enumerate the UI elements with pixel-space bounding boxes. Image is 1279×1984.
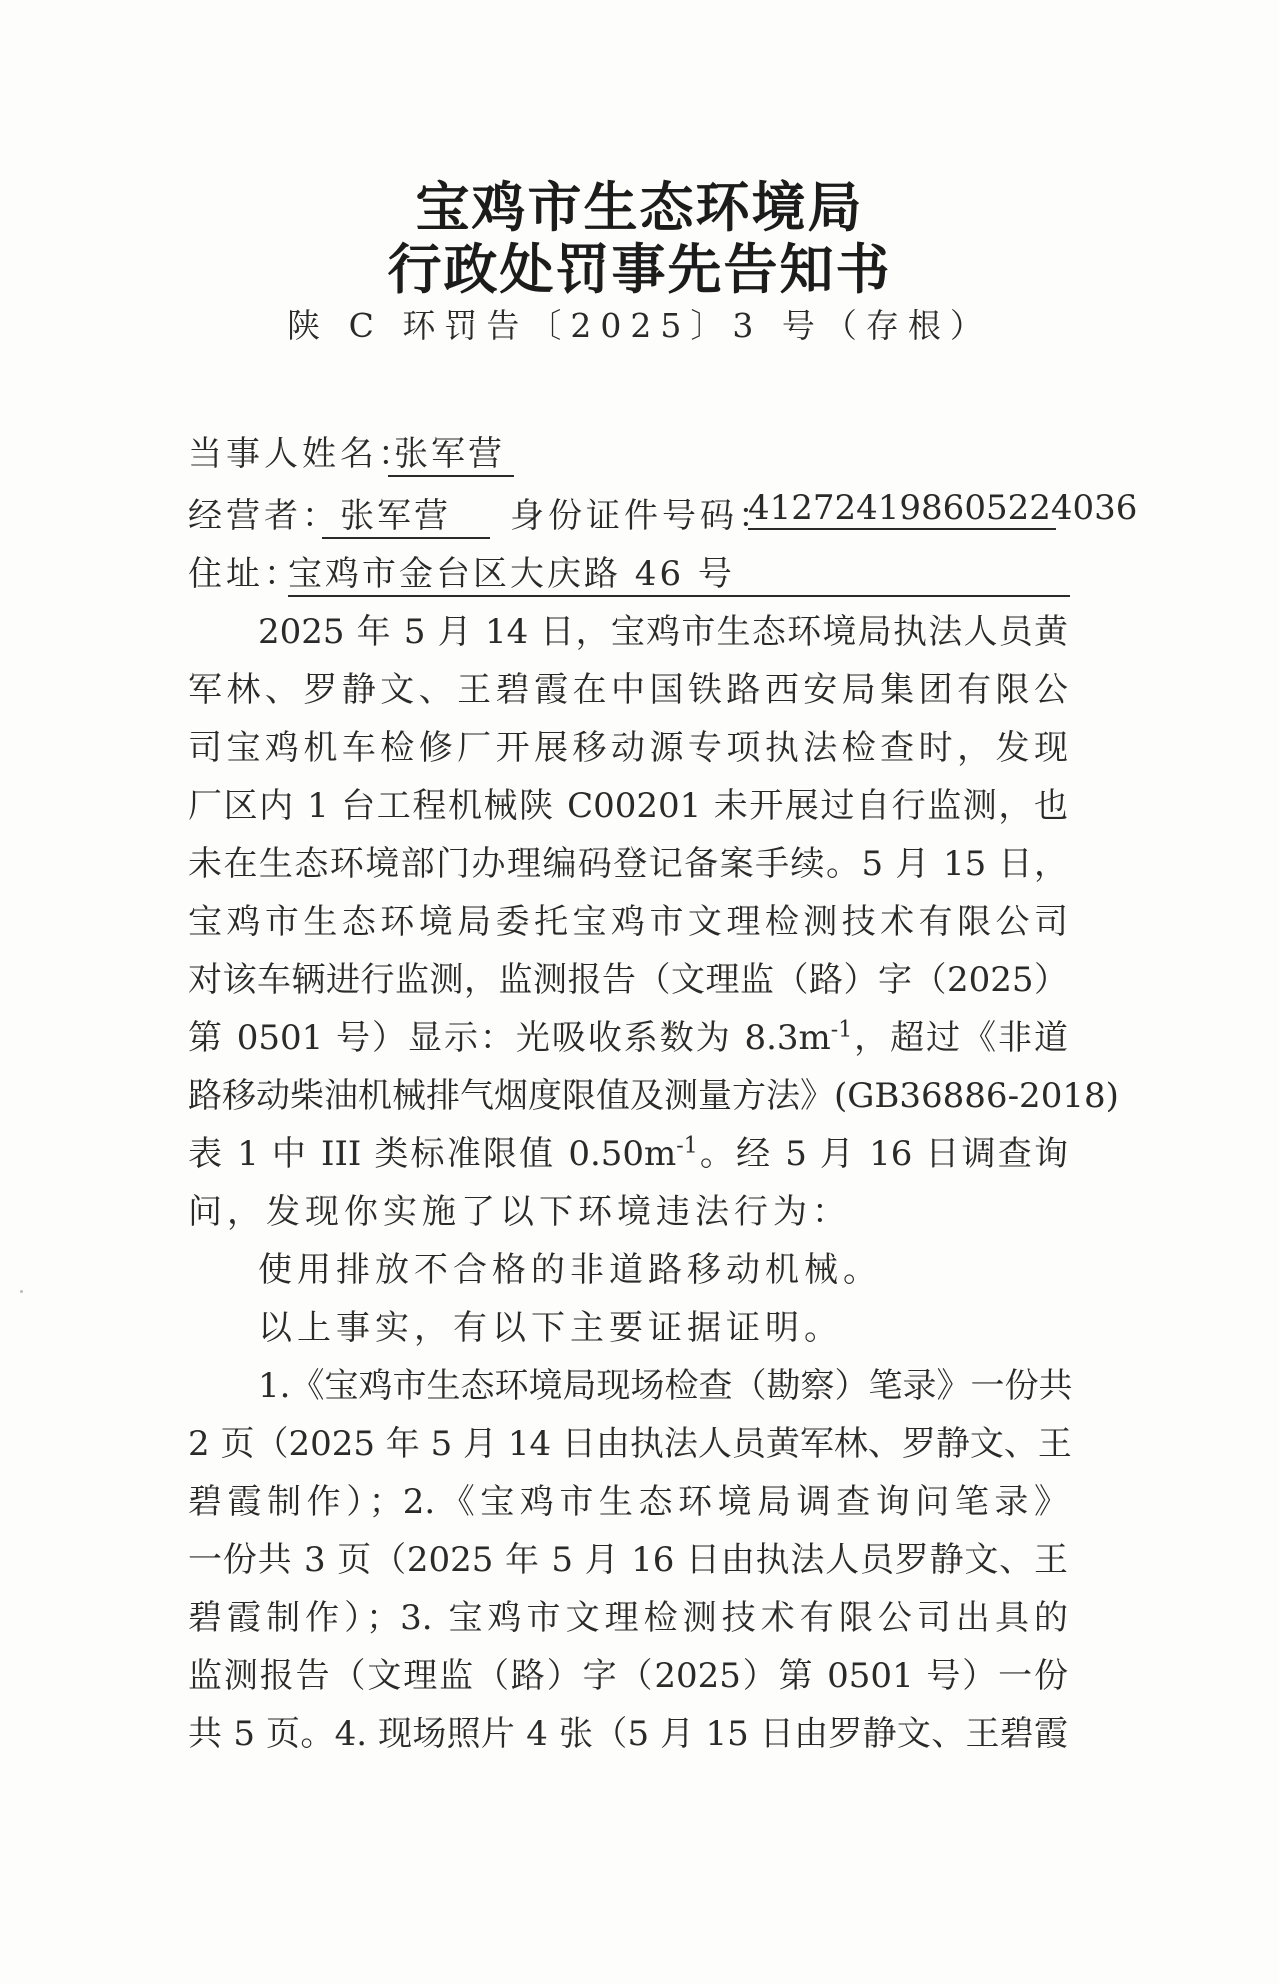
body-line: 2025 年 5 月 14 日，宝鸡市生态环境局执法人员黄 xyxy=(258,612,1068,652)
evidence-line: 一份共 3 页（2025 年 5 月 16 日由执法人员罗静文、王 xyxy=(188,1540,1068,1580)
scan-speck xyxy=(20,1290,23,1293)
body-line: 司宝鸡机车检修厂开展移动源专项执法检查时，发现 xyxy=(188,728,1068,768)
operator-label: 经营者： xyxy=(188,496,340,536)
address-value: 宝鸡市金台区大庆路 46 号 xyxy=(288,546,1070,597)
party-name-value: 张军营 xyxy=(388,426,514,477)
party-name-label: 当事人姓名： xyxy=(188,434,416,474)
document-title-line2: 行政处罚事先告知书 xyxy=(387,237,892,301)
violation-statement: 使用排放不合格的非道路移动机械。 xyxy=(258,1250,882,1290)
id-number-label: 身份证件号码： xyxy=(510,496,776,536)
body-line: 宝鸡市生态环境局委托宝鸡市文理检测技术有限公司 xyxy=(188,902,1068,942)
address-label: 住址： xyxy=(188,554,302,594)
body-line-standard: 路移动柴油机械排气烟度限值及测量方法》(GB36886-2018) xyxy=(188,1076,1119,1116)
evidence-line: 碧霞制作）；3. 宝鸡市文理检测技术有限公司出具的 xyxy=(188,1598,1068,1638)
body-line: 未在生态环境部门办理编码登记备案手续。5 月 15 日， xyxy=(188,844,1068,884)
body-line: 对该车辆进行监测，监测报告（文理监（路）字（2025） xyxy=(188,960,1068,1000)
body-line-absorption: 第 0501 号）显示：光吸收系数为 $8.3m^{-1}$，超过《非道 xyxy=(188,1017,1069,1058)
body-line: 军林、罗静文、王碧霞在中国铁路西安局集团有限公 xyxy=(188,670,1068,710)
evidence-line: 1.《宝鸡市生态环境局现场检查（勘察）笔录》一份共 xyxy=(258,1366,1073,1406)
evidence-line: 共 5 页。4. 现场照片 4 张（5 月 15 日由罗静文、王碧霞 xyxy=(188,1714,1068,1754)
body-line: 问，发现你实施了以下环境违法行为： xyxy=(188,1192,851,1232)
id-number-value: 412724198605224036 xyxy=(748,488,1138,528)
evidence-line: 2 页（2025 年 5 月 14 日由执法人员黄军林、罗静文、王 xyxy=(188,1424,1072,1464)
evidence-line: 监测报告（文理监（路）字（2025）第 0501 号）一份 xyxy=(188,1656,1068,1696)
body-line: 厂区内 1 台工程机械陕 C00201 未开展过自行监测，也 xyxy=(188,786,1068,826)
operator-value: 张军营 xyxy=(322,488,490,539)
document-title-line1: 宝鸡市生态环境局 xyxy=(415,175,864,239)
document-number: 陕 C 环罚告〔2025〕3 号（存根） xyxy=(287,306,992,345)
evidence-line: 碧霞制作）；2.《宝鸡市生态环境局调查询问笔录》 xyxy=(188,1482,1068,1522)
evidence-intro: 以上事实，有以下主要证据证明。 xyxy=(258,1308,843,1348)
body-line-limit: 表 1 中 III 类标准限值 $0.50m^{-1}$。经 5 月 16 日调查询 xyxy=(188,1133,1068,1174)
